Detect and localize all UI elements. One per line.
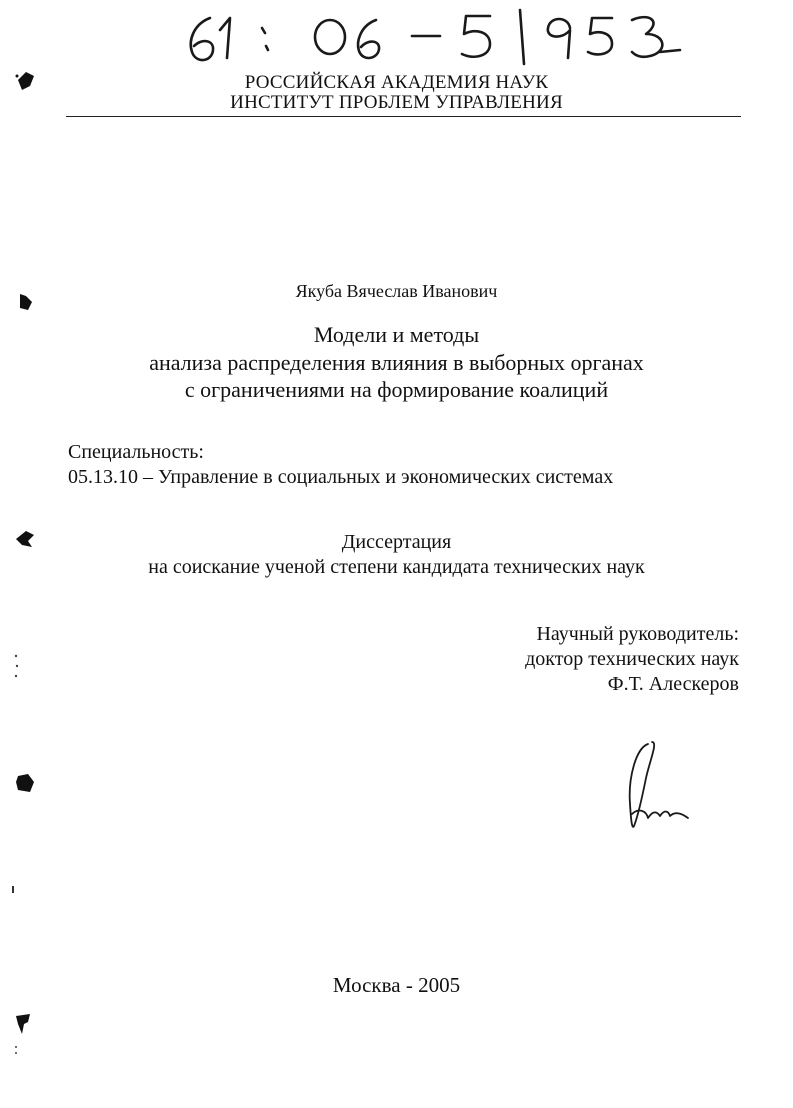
supervisor-name: Ф.Т. Алескеров [607,673,739,695]
supervisor-degree: доктор технических наук [525,648,739,670]
thesis-title-line: Модели и методы [313,322,480,347]
scan-margin-mark [12,652,22,680]
scan-margin-mark [10,884,18,896]
thesis-title-line: с ограничениями на формирование коалиций [184,377,609,402]
institute-name: ИНСТИТУТ ПРОБЛЕМ УПРАВЛЕНИЯ [230,92,563,113]
scan-margin-mark [14,70,38,92]
scan-margin-mark [12,772,36,796]
specialty-value: 05.13.10 – Управление в социальных и экономических системах [68,466,614,488]
organization-name: РОССИЙСКАЯ АКАДЕМИЯ НАУК [244,72,549,93]
dissertation-purpose: на соискание ученой степени кандидата технических наук [148,556,645,578]
dissertation-label: Диссертация [341,531,452,553]
scan-margin-mark [12,1012,34,1036]
handwritten-archive-number [180,6,700,68]
place-and-year: Москва - 2005 [332,973,461,997]
specialty-label: Специальность: [68,441,204,463]
header-divider [66,116,741,117]
supervisor-label: Научный руководитель: [536,623,739,645]
supervisor-signature [618,738,708,838]
scan-margin-mark [12,1044,20,1056]
scan-margin-mark [14,292,36,312]
thesis-title-line: анализа распределения влияния в выборных органах [149,350,644,375]
author-name: Якуба Вячеслав Иванович [295,281,498,301]
scan-margin-mark [12,527,36,551]
